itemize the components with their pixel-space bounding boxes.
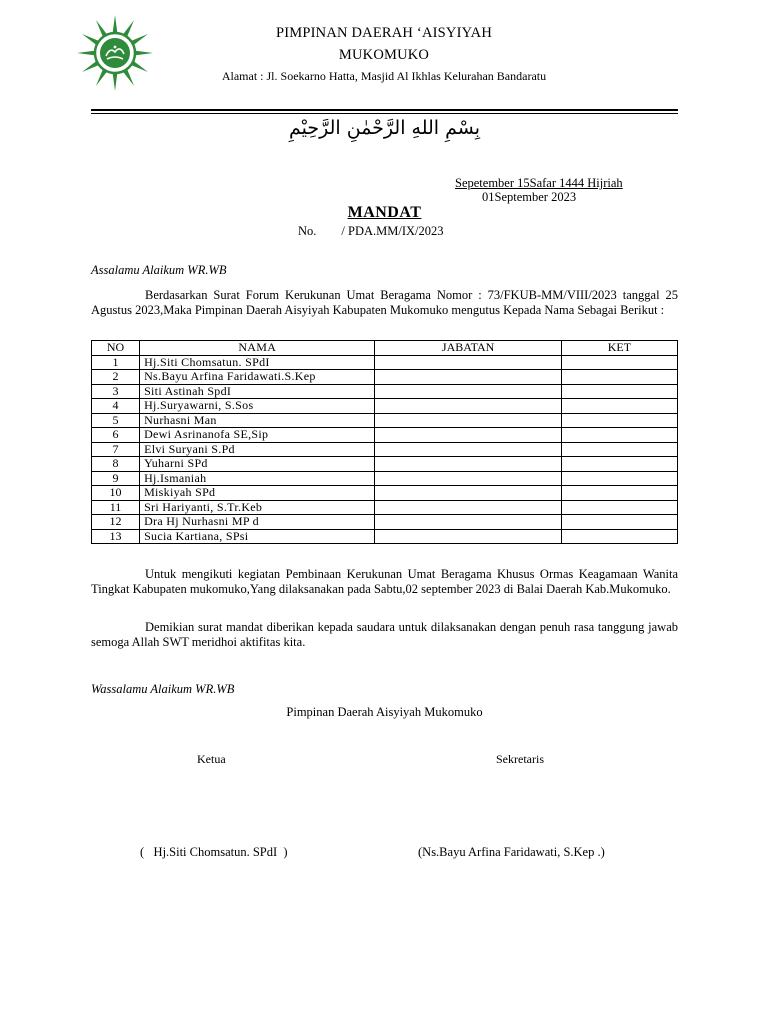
sekretaris-name: (Ns.Bayu Arfina Faridawati, S.Kep .): [418, 845, 605, 859]
paragraph-closing: [91, 620, 678, 650]
table-row: [92, 515, 678, 530]
row-nama: Dewi Asrinanofa SE,Sip: [140, 428, 375, 443]
table-row: [92, 471, 678, 486]
row-no: 4: [92, 399, 140, 414]
signatory-org: Pimpinan Daerah Aisyiyah Mukomuko: [286, 705, 483, 719]
row-jabatan: [375, 471, 561, 486]
row-nama: Ns.Bayu Arfina Faridawati.S.Kep: [140, 370, 375, 385]
row-jabatan: [375, 428, 561, 443]
header-rule-thin: [91, 113, 678, 114]
closing-greeting: Wassalamu Alaikum WR.WB: [91, 682, 235, 696]
table-row: [92, 399, 678, 414]
row-nama: Nurhasni Man: [140, 413, 375, 428]
paragraph-purpose: [91, 567, 678, 597]
date-masehi: 01September 2023: [482, 190, 577, 204]
row-no: 11: [92, 500, 140, 515]
basmalah: بِسْمِ اللهِ الرَّحْمٰنِ الرَّحِيْمِ: [289, 117, 480, 139]
row-ket: [561, 500, 677, 515]
row-no: 7: [92, 442, 140, 457]
row-jabatan: [375, 355, 561, 370]
logo-ray: [113, 73, 118, 91]
row-ket: [561, 355, 677, 370]
header-ket: KET: [561, 341, 677, 356]
header-no: NO: [92, 341, 140, 356]
row-jabatan: [375, 500, 561, 515]
delegate-table: [91, 340, 678, 544]
row-no: 8: [92, 457, 140, 472]
table-row: [92, 428, 678, 443]
row-nama: Hj.Ismaniah: [140, 471, 375, 486]
row-nama: Elvi Suryani S.Pd: [140, 442, 375, 457]
row-nama: Yuharni SPd: [140, 457, 375, 472]
logo-ray: [113, 15, 118, 33]
row-ket: [561, 529, 677, 544]
table-row: [92, 355, 678, 370]
row-ket: [561, 370, 677, 385]
row-no: 13: [92, 529, 140, 544]
row-no: 5: [92, 413, 140, 428]
row-jabatan: [375, 486, 561, 501]
row-jabatan: [375, 457, 561, 472]
row-jabatan: [375, 442, 561, 457]
row-ket: [561, 457, 677, 472]
row-nama: Hj.Siti Chomsatun. SPdI: [140, 355, 375, 370]
row-jabatan: [375, 529, 561, 544]
row-nama: Siti Astinah SpdI: [140, 384, 375, 399]
paragraph-closing-text: Demikian surat mandat diberikan kepada saudara untuk dilaksanakan dengan penuh rasa tanggung jawab semoga Allah SWT meridhoi aktifitas kita.: [91, 620, 678, 649]
table-row: [92, 370, 678, 385]
date-hijri: Sepetember 15Safar 1444 Hijriah: [455, 176, 623, 190]
row-jabatan: [375, 399, 561, 414]
table-row: [92, 486, 678, 501]
org-address: Alamat : Jl. Soekarno Hatta, Masjid Al Ikhlas Kelurahan Bandaratu: [221, 69, 547, 83]
row-ket: [561, 384, 677, 399]
row-no: 2: [92, 370, 140, 385]
row-ket: [561, 515, 677, 530]
row-nama: Sri Hariyanti, S.Tr.Keb: [140, 500, 375, 515]
row-ket: [561, 399, 677, 414]
row-jabatan: [375, 515, 561, 530]
row-no: 9: [92, 471, 140, 486]
ketua-label: Ketua: [197, 752, 226, 766]
row-nama: Dra Hj Nurhasni MP d: [140, 515, 375, 530]
row-jabatan: [375, 370, 561, 385]
paragraph-intro-text: Berdasarkan Surat Forum Kerukunan Umat Beragama Nomor : 73/FKUB-MM/VIII/2023 tanggal 25 Agustus 2023,Maka Pimpinan Daerah Aisyiyah Kabupaten Mukomuko mengutus Kepada Nama Sebagai Berikut :: [91, 288, 678, 317]
ketua-name: ( Hj.Siti Chomsatun. SPdI ): [140, 845, 288, 859]
row-ket: [561, 413, 677, 428]
aisyiyah-logo: [76, 14, 154, 92]
document-title: MANDAT: [347, 204, 422, 221]
logo-ray: [135, 51, 153, 56]
row-jabatan: [375, 384, 561, 399]
header-nama: NAMA: [140, 341, 375, 356]
paragraph-intro: [91, 288, 678, 318]
row-no: 12: [92, 515, 140, 530]
table-row: [92, 413, 678, 428]
document-number: No. / PDA.MM/IX/2023: [298, 224, 444, 238]
row-no: 6: [92, 428, 140, 443]
row-ket: [561, 486, 677, 501]
sekretaris-label: Sekretaris: [496, 752, 544, 766]
row-no: 1: [92, 355, 140, 370]
header-rule-thick: [91, 109, 678, 111]
greeting: Assalamu Alaikum WR.WB: [91, 263, 227, 277]
table-row: [92, 384, 678, 399]
row-ket: [561, 442, 677, 457]
table-row: [92, 442, 678, 457]
row-nama: Hj.Suryawarni, S.Sos: [140, 399, 375, 414]
table-row: [92, 500, 678, 515]
table-row: [92, 529, 678, 544]
org-name-line2: MUKOMUKO: [338, 47, 430, 63]
table-row: [92, 457, 678, 472]
row-no: 3: [92, 384, 140, 399]
row-nama: Miskiyah SPd: [140, 486, 375, 501]
row-nama: Sucia Kartiana, SPsi: [140, 529, 375, 544]
row-jabatan: [375, 413, 561, 428]
row-ket: [561, 428, 677, 443]
row-no: 10: [92, 486, 140, 501]
row-ket: [561, 471, 677, 486]
logo-ray: [77, 51, 95, 56]
table-header-row: [92, 341, 678, 356]
paragraph-purpose-text: Untuk mengikuti kegiatan Pembinaan Kerukunan Umat Beragama Khusus Ormas Keagamaan Wanita Tingkat Kabupaten mukomuko,Yang dilaksanakan pada Sabtu,02 september 2023 di Balai Daerah Kab.Mukomuko.: [91, 567, 678, 596]
org-name-line1: PIMPINAN DAERAH ‘AISYIYAH: [275, 25, 493, 41]
header-jabatan: JABATAN: [375, 341, 561, 356]
